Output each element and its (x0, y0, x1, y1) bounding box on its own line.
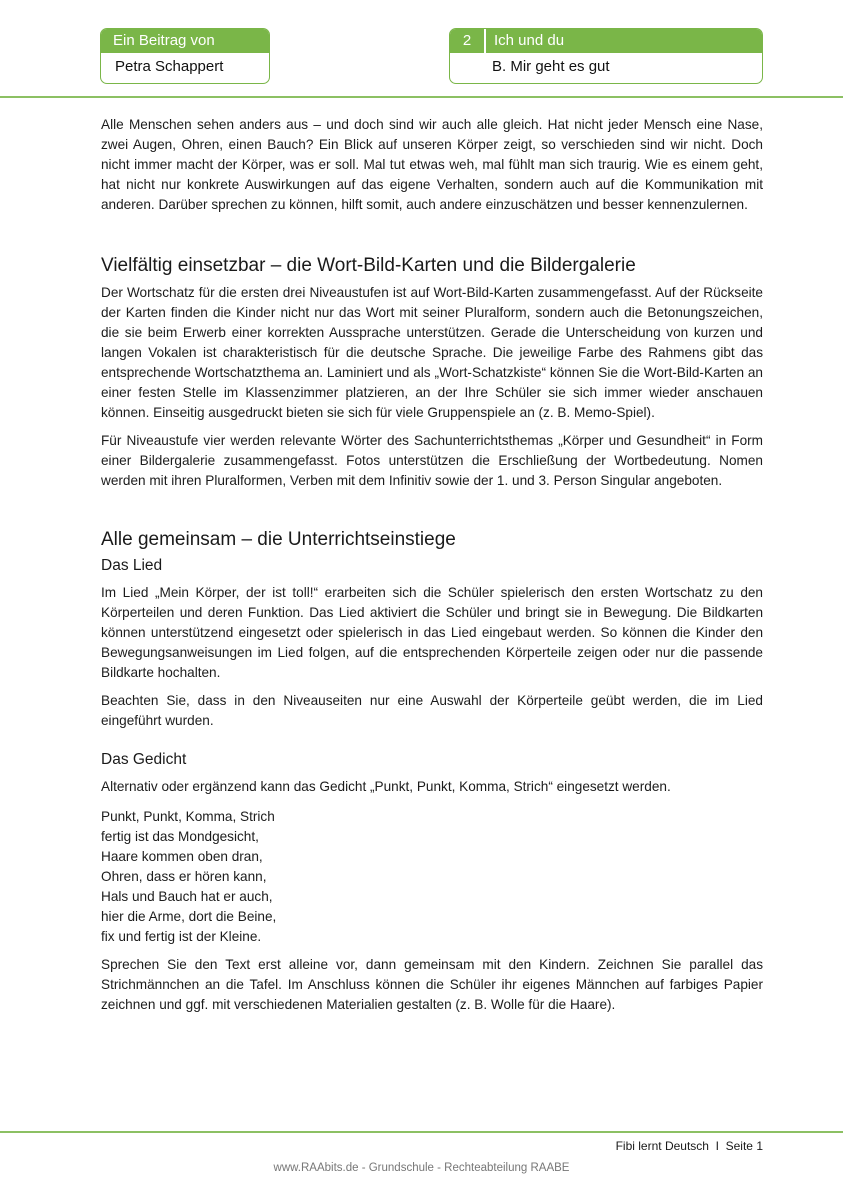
poem-line: Haare kommen oben dran, (101, 849, 263, 864)
paragraph: Für Niveaustufe vier werden relevante Wörter des Sachunterrichtsthemas „Körper und Gesundheit“ in Form einer Bildergalerie zusammengefasst. Fotos unterstützen die Erschließung der Wortbedeutung. Nomen werden mit ihren Pluralformen, Verben mit dem Infinitiv sowie der 1. und 3. Person Singular angeboten. (101, 433, 763, 488)
main-content (101, 115, 763, 1023)
subheading-gedicht: Das Gedicht (101, 751, 187, 768)
subheading-lied: Das Lied (101, 557, 163, 574)
section-heading-unterrichtseinstiege: Alle gemeinsam – die Unterrichtseinstiege (101, 529, 456, 550)
poem-line: fertig ist das Mondgesicht, (101, 829, 259, 844)
poem-line: Hals und Bauch hat er auch, (101, 889, 273, 904)
unit-number: 2 (450, 29, 486, 53)
copyright-line: www.RAAbits.de - Grundschule - Rechteabteilung RAABE (273, 1162, 570, 1174)
paragraph: Sprechen Sie den Text erst alleine vor, dann gemeinsam mit den Kindern. Zeichnen Sie parallel das Strichmännchen an die Tafel. Im Anschluss können die Schüler ihr eigenes Männchen auf farbiges Papier zeichnen und ggf. mit verschiedenen Materialien gestalten (z. B. Wolle für die Haare). (101, 957, 763, 1012)
paragraph: Alternativ oder ergänzend kann das Gedicht „Punkt, Punkt, Komma, Strich“ eingesetzt werden. (101, 779, 671, 794)
unit-box (449, 28, 763, 84)
paragraph: Der Wortschatz für die ersten drei Niveaustufen ist auf Wort-Bild-Karten zusammengefasst. Auf der Rückseite der Karten finden die Kinder nicht nur das Wort mit seiner Pluralform, sondern auch die Betonungszeichen, die sie beim Erwerb einer korrekten Aussprache unterstützen. Gerade die Unterscheidung von kurzen und langen Vokalen ist charakteristisch für die deutsche Sprache. Die jeweilige Farbe des Rahmens gibt das entsprechende Wortschatzthema an. Laminiert und als „Wort-Schatzkiste“ können Sie die Wort-Bild-Karten an einer festen Stelle im Klassenzimmer platzieren, an der Ihre Schüler sie sich immer wieder anschauen können. Einseitig ausgedruckt bieten sie sich für viele Gruppenspiele an (z. B. Memo-Spiel). (101, 285, 763, 420)
poem (101, 807, 763, 947)
paragraph: Im Lied „Mein Körper, der ist toll!“ erarbeiten sich die Schüler spielerisch den ersten Wortschatz zu den Körperteilen und deren Funktion. Das Lied aktiviert die Schüler und bringt sie in Bewegung. Die Bildkarten können unterstützend eingesetzt oder spielerisch in das Lied eingebaut werden. So können die Kinder den Bewegungsanweisungen im Lied folgen, auf die entsprechenden Körperteile zeigen oder nur die passende Bildkarte hochalten. (101, 585, 763, 680)
author-label: Ein Beitrag von (101, 29, 269, 53)
section-heading-wort-bild-karten: Vielfältig einsetzbar – die Wort-Bild-Karten und die Bildergalerie (101, 255, 636, 276)
unit-title: Ich und du (494, 32, 565, 49)
poem-line: Punkt, Punkt, Komma, Strich (101, 809, 275, 824)
poem-line: fix und fertig ist der Kleine. (101, 929, 262, 944)
author-name: Petra Schappert (115, 58, 224, 75)
paragraph: Beachten Sie, dass in den Niveauseiten nur eine Auswahl der Körperteile geübt werden, die im Lied eingeführt wurden. (101, 693, 763, 728)
poem-line: hier die Arme, dort die Beine, (101, 909, 277, 924)
footer-divider (0, 1131, 843, 1133)
unit-subtitle: B. Mir geht es gut (492, 58, 610, 75)
intro-paragraph: Alle Menschen sehen anders aus – und doch sind wir auch alle gleich. Hat nicht jeder Mensch eine Nase, zwei Augen, Ohren, einen Bauch? Ein Blick auf unseren Körper zeigt, so verschieden sind wir nicht. Doch nicht immer macht der Körper, was er soll. Mal tut etwas weh, mal fühlt man sich traurig. Wie es einem geht, hat nicht nur konkrete Auswirkungen auf das eigene Verhalten, sondern auch auf die Kommunikation mit anderen. Darüber sprechen zu können, hilft somit, auch andere einzuschätzen und besser kennenzulernen. (101, 117, 763, 212)
poem-line: Ohren, dass er hören kann, (101, 869, 267, 884)
author-box (100, 28, 270, 84)
page-info: Fibi lernt Deutsch I Seite 1 (615, 1139, 763, 1153)
header-divider (0, 96, 843, 98)
